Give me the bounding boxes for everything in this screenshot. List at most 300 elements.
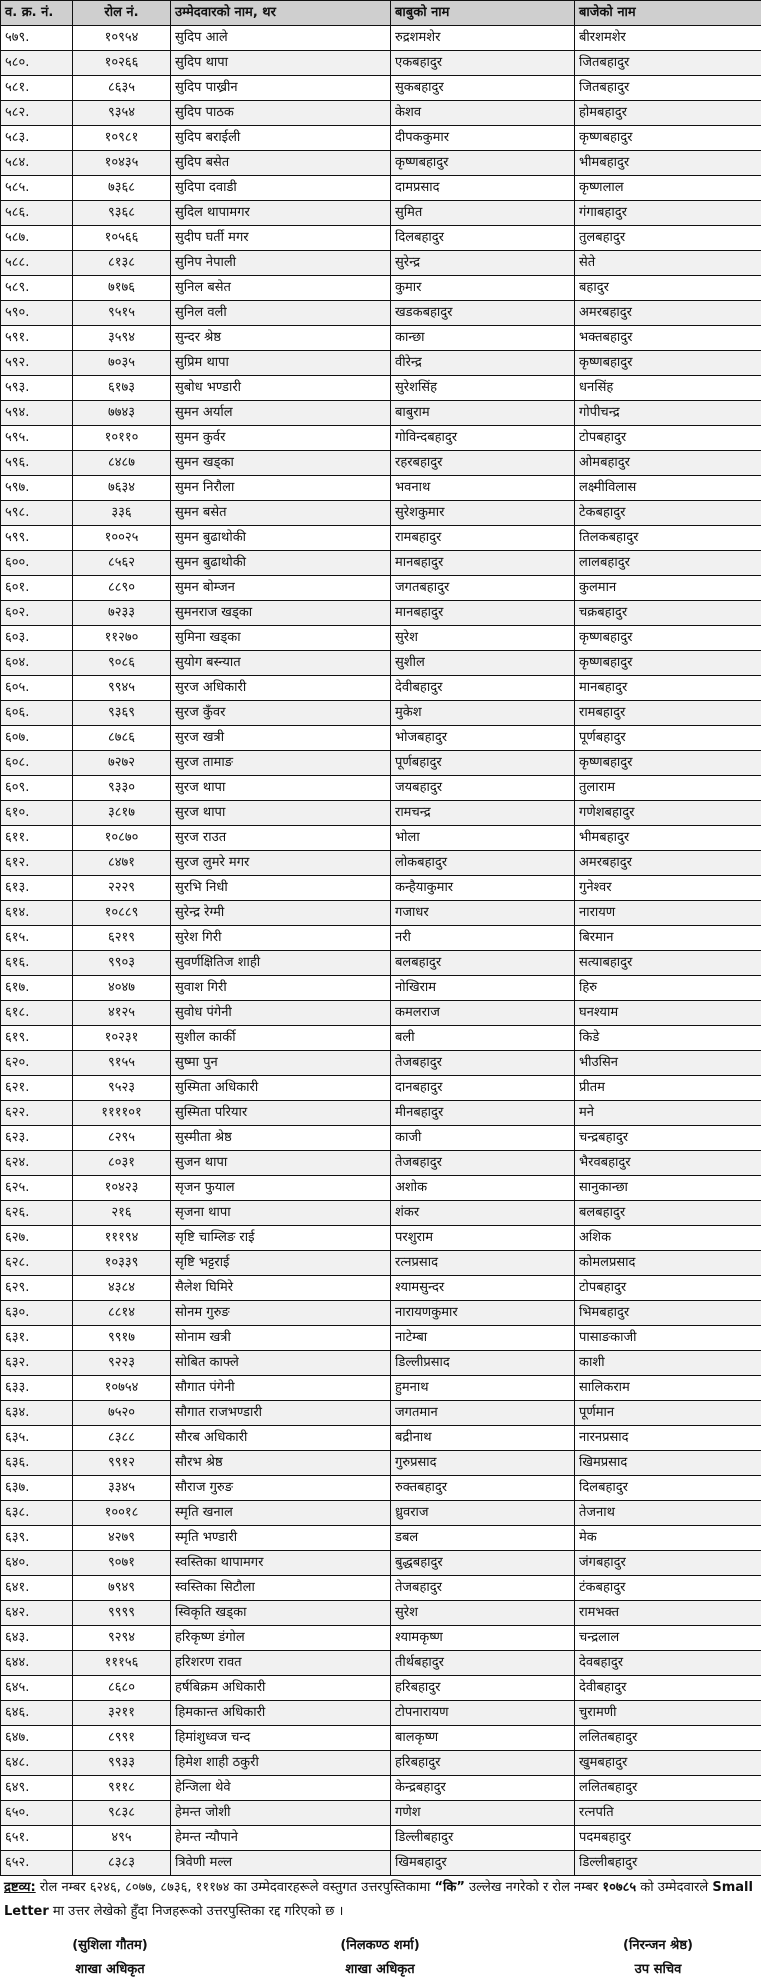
table-row	[1, 776, 761, 801]
grandfather-name: टोपबहादुर	[575, 426, 761, 451]
serial-number: ६०२.	[1, 601, 73, 626]
note-text: मा उत्तर लेखेको हुँदा निजहरूको उत्तरपुस्तिका रद्द गरिएको छ ।	[48, 1904, 344, 1919]
table-row	[1, 601, 761, 626]
roll-number: ८३८३	[73, 1851, 171, 1876]
table-row	[1, 376, 761, 401]
table-row	[1, 151, 761, 176]
serial-number: ६४०.	[1, 1551, 73, 1576]
candidate-name: सृजना थापा	[171, 1201, 391, 1226]
grandfather-name: दिलबहादुर	[575, 1476, 761, 1501]
serial-number: ६४७.	[1, 1726, 73, 1751]
table-body	[1, 26, 761, 1876]
grandfather-name: रत्नपति	[575, 1801, 761, 1826]
candidate-name: सुन्दर श्रेष्ठ	[171, 326, 391, 351]
roll-number: ९९०३	[73, 951, 171, 976]
table-row	[1, 876, 761, 901]
candidate-name: स्विकृति खड्का	[171, 1601, 391, 1626]
candidate-name: सोनाम खत्री	[171, 1326, 391, 1351]
roll-number: ९५२३	[73, 1076, 171, 1101]
table-row	[1, 476, 761, 501]
father-name: कन्हैयाकुमार	[391, 876, 575, 901]
roll-number: ९९३३	[73, 1751, 171, 1776]
grandfather-name: जितबहादुर	[575, 51, 761, 76]
candidate-name: सुदीप घर्ती मगर	[171, 226, 391, 251]
serial-number: ६२४.	[1, 1151, 73, 1176]
table-row	[1, 751, 761, 776]
father-name: दानबहादुर	[391, 1076, 575, 1101]
serial-number: ६२७.	[1, 1226, 73, 1251]
father-name: कृष्णबहादुर	[391, 151, 575, 176]
signature-block	[548, 1934, 761, 1982]
candidate-name: सौगात पंगेनी	[171, 1376, 391, 1401]
serial-number: ६१५.	[1, 926, 73, 951]
serial-number: ६२३.	[1, 1126, 73, 1151]
roll-number: ११११०१	[73, 1101, 171, 1126]
serial-number: ५९७.	[1, 476, 73, 501]
roll-number: ४१२५	[73, 1001, 171, 1026]
grandfather-name: देवबहादुर	[575, 1651, 761, 1676]
signature-block	[270, 1934, 490, 1982]
candidate-name: सुदिप बसेत	[171, 151, 391, 176]
serial-number: ६०६.	[1, 701, 73, 726]
grandfather-name: टेकबहादुर	[575, 501, 761, 526]
father-name: बद्रीनाथ	[391, 1426, 575, 1451]
grandfather-name: अमरबहादुर	[575, 851, 761, 876]
father-name: सुशील	[391, 651, 575, 676]
roll-number: ३८१७	[73, 801, 171, 826]
grandfather-name: खिमप्रसाद	[575, 1451, 761, 1476]
header-roll: रोल नं.	[73, 1, 171, 26]
table-row	[1, 1126, 761, 1151]
table-row	[1, 1551, 761, 1576]
signature-block	[0, 1934, 220, 1982]
serial-number: ५८०.	[1, 51, 73, 76]
serial-number: ६०३.	[1, 626, 73, 651]
table-row	[1, 1626, 761, 1651]
note-paragraph	[4, 1876, 756, 1924]
candidate-name: सुरेश गिरी	[171, 926, 391, 951]
note-small-letter: Small Letter	[4, 1880, 753, 1919]
roll-number: १०११०	[73, 426, 171, 451]
father-name: भोला	[391, 826, 575, 851]
father-name: एकबहादुर	[391, 51, 575, 76]
table-row	[1, 1826, 761, 1851]
father-name: पूर्णबहादुर	[391, 751, 575, 776]
table-row	[1, 1851, 761, 1876]
father-name: नारायणकुमार	[391, 1301, 575, 1326]
table-row	[1, 426, 761, 451]
serial-number: ६३८.	[1, 1501, 73, 1526]
candidate-name: सृष्टि भट्टराई	[171, 1251, 391, 1276]
roll-number: ३३४५	[73, 1476, 171, 1501]
serial-number: ६१६.	[1, 951, 73, 976]
table-row	[1, 26, 761, 51]
table-header-row	[1, 1, 761, 26]
candidate-name: सुरज अधिकारी	[171, 676, 391, 701]
grandfather-name: प्रीतम	[575, 1076, 761, 1101]
father-name: दामप्रसाद	[391, 176, 575, 201]
note-label: द्रष्टव्य:	[4, 1880, 36, 1895]
candidate-name: सोबित काफ्ले	[171, 1351, 391, 1376]
serial-number: ६४४.	[1, 1651, 73, 1676]
candidate-name: हेन्जिला थेवे	[171, 1776, 391, 1801]
serial-number: ५८६.	[1, 201, 73, 226]
table-row	[1, 1101, 761, 1126]
table-row	[1, 51, 761, 76]
serial-number: ६३३.	[1, 1376, 73, 1401]
candidate-name: सौरभ श्रेष्ठ	[171, 1451, 391, 1476]
roll-number: ६२१९	[73, 926, 171, 951]
roll-number: ७०३५	[73, 351, 171, 376]
table-row	[1, 126, 761, 151]
table-row	[1, 1501, 761, 1526]
father-name: दिलबहादुर	[391, 226, 575, 251]
father-name: रामचन्द्र	[391, 801, 575, 826]
candidate-name: सुरज थापा	[171, 776, 391, 801]
grandfather-name: ओमबहादुर	[575, 451, 761, 476]
table-row	[1, 1776, 761, 1801]
candidate-name: सुवोध पंगेनी	[171, 1001, 391, 1026]
table-row	[1, 1151, 761, 1176]
candidate-name: सुदिप बराईली	[171, 126, 391, 151]
signatory-name: (निलकण्ठ शर्मा)	[340, 1938, 420, 1953]
roll-number: ९३५४	[73, 101, 171, 126]
father-name: मानबहादुर	[391, 601, 575, 626]
grandfather-name: कृष्णबहादुर	[575, 351, 761, 376]
grandfather-name: काशी	[575, 1351, 761, 1376]
grandfather-name: मने	[575, 1101, 761, 1126]
signatory-title: उप सचिव	[634, 1962, 682, 1977]
roll-number: १०५६६	[73, 226, 171, 251]
roll-number: १११५६	[73, 1651, 171, 1676]
table-row	[1, 826, 761, 851]
father-name: तेजबहादुर	[391, 1051, 575, 1076]
roll-number: ८१३८	[73, 251, 171, 276]
candidate-name: सुरेन्द्र रेग्मी	[171, 901, 391, 926]
father-name: शंकर	[391, 1201, 575, 1226]
grandfather-name: बिरमान	[575, 926, 761, 951]
father-name: हरिबहादुर	[391, 1751, 575, 1776]
table-row	[1, 626, 761, 651]
roll-number: ८४७१	[73, 851, 171, 876]
roll-number: १००१८	[73, 1501, 171, 1526]
roll-number: ७२३३	[73, 601, 171, 626]
table-row	[1, 301, 761, 326]
grandfather-name: देवीबहादुर	[575, 1676, 761, 1701]
note-text: रोल नम्बर ६२४६, ८०७७, ८७३६, १११७४ का उम्मेदवारहरूले वस्तुगत उत्तरपुस्तिकामा	[35, 1880, 435, 1895]
roll-number: १०२३१	[73, 1026, 171, 1051]
table-row	[1, 1276, 761, 1301]
candidate-name: सुमन बुढाथोकी	[171, 551, 391, 576]
roll-number: ९३६८	[73, 201, 171, 226]
serial-number: ५९६.	[1, 451, 73, 476]
table-row	[1, 276, 761, 301]
table-row	[1, 326, 761, 351]
candidate-name: सुमन कुर्वर	[171, 426, 391, 451]
table-row	[1, 1326, 761, 1351]
grandfather-name: चक्रबहादुर	[575, 601, 761, 626]
grandfather-name: नारनप्रसाद	[575, 1426, 761, 1451]
grandfather-name: कृष्णलाल	[575, 176, 761, 201]
father-name: बुद्धबहादुर	[391, 1551, 575, 1576]
grandfather-name: चन्द्रलाल	[575, 1626, 761, 1651]
father-name: श्यामकृष्ण	[391, 1626, 575, 1651]
serial-number: ६३९.	[1, 1526, 73, 1551]
candidate-name: सौराज गुरुङ	[171, 1476, 391, 1501]
roll-number: १०४३५	[73, 151, 171, 176]
grandfather-name: सालिकराम	[575, 1376, 761, 1401]
table-row	[1, 201, 761, 226]
signatory-title: शाखा अधिकृत	[75, 1962, 145, 1977]
candidate-name: सुरज तामाङ	[171, 751, 391, 776]
father-name: जगतमान	[391, 1401, 575, 1426]
header-grandfather-name: बाजेको नाम	[575, 1, 761, 26]
candidate-name: हर्षबिक्रम अधिकारी	[171, 1676, 391, 1701]
roll-number: १००२५	[73, 526, 171, 551]
serial-number: ६०५.	[1, 676, 73, 701]
father-name: जयबहादुर	[391, 776, 575, 801]
candidate-name: सुमन बुढाथोकी	[171, 526, 391, 551]
table-row	[1, 651, 761, 676]
grandfather-name: मानबहादुर	[575, 676, 761, 701]
grandfather-name: टोपबहादुर	[575, 1276, 761, 1301]
candidate-name: हिमेश शाही ठकुरी	[171, 1751, 391, 1776]
father-name: हरिबहादुर	[391, 1676, 575, 1701]
roll-number: ९१५५	[73, 1051, 171, 1076]
table-row	[1, 1451, 761, 1476]
candidate-name: सुबोध भण्डारी	[171, 376, 391, 401]
grandfather-name: भिमबहादुर	[575, 1301, 761, 1326]
roll-number: १०४२३	[73, 1176, 171, 1201]
grandfather-name: गुनेश्वर	[575, 876, 761, 901]
grandfather-name: भीमबहादुर	[575, 826, 761, 851]
father-name: सुरेश	[391, 626, 575, 651]
table-row	[1, 726, 761, 751]
roll-number: १०७५४	[73, 1376, 171, 1401]
serial-number: ६२१.	[1, 1076, 73, 1101]
roll-number: ८२९५	[73, 1126, 171, 1151]
grandfather-name: भक्तबहादुर	[575, 326, 761, 351]
roll-number: ३३६	[73, 501, 171, 526]
father-name: गजाधर	[391, 901, 575, 926]
roll-number: ९०७१	[73, 1551, 171, 1576]
grandfather-name: खुमबहादुर	[575, 1751, 761, 1776]
note-text: उल्लेख नगरेको र रोल नम्बर	[464, 1880, 603, 1895]
grandfather-name: हिरु	[575, 976, 761, 1001]
father-name: जगतबहादुर	[391, 576, 575, 601]
father-name: केशव	[391, 101, 575, 126]
candidate-name: सुमन खड्का	[171, 451, 391, 476]
candidate-name: सैलेश घिमिरे	[171, 1276, 391, 1301]
serial-number: ६०४.	[1, 651, 73, 676]
roll-number: ८३८८	[73, 1426, 171, 1451]
grandfather-name: गणेशबहादुर	[575, 801, 761, 826]
father-name: कान्छा	[391, 326, 575, 351]
serial-number: ६२५.	[1, 1176, 73, 1201]
grandfather-name: लक्ष्मीविलास	[575, 476, 761, 501]
grandfather-name: ललितबहादुर	[575, 1776, 761, 1801]
father-name: रहरबहादुर	[391, 451, 575, 476]
father-name: ध्रुवराज	[391, 1501, 575, 1526]
roll-number: ९९१२	[73, 1451, 171, 1476]
roll-number: ८९९१	[73, 1726, 171, 1751]
grandfather-name: कृष्णबहादुर	[575, 626, 761, 651]
grandfather-name: पासाङकाजी	[575, 1326, 761, 1351]
serial-number: ५८८.	[1, 251, 73, 276]
roll-number: ३५९४	[73, 326, 171, 351]
candidate-name: सुनिल बसेत	[171, 276, 391, 301]
table-row	[1, 101, 761, 126]
table-row	[1, 1726, 761, 1751]
table-row	[1, 1076, 761, 1101]
table-row	[1, 226, 761, 251]
candidate-name: हिमांशुध्वज चन्द	[171, 1726, 391, 1751]
note-roll-number: १०७८५	[602, 1880, 637, 1895]
grandfather-name: होमबहादुर	[575, 101, 761, 126]
candidate-name: सुदिप पाख्रीन	[171, 76, 391, 101]
candidate-name: सृजन फुयाल	[171, 1176, 391, 1201]
table-row	[1, 1201, 761, 1226]
roll-number: ८६८०	[73, 1676, 171, 1701]
table-row	[1, 676, 761, 701]
roll-number: ९०८६	[73, 651, 171, 676]
grandfather-name: लालबहादुर	[575, 551, 761, 576]
header-father-name: बाबुको नाम	[391, 1, 575, 26]
father-name: सुमित	[391, 201, 575, 226]
candidate-name: त्रिवेणी मल्ल	[171, 1851, 391, 1876]
grandfather-name: भीमबहादुर	[575, 151, 761, 176]
grandfather-name: कृष्णबहादुर	[575, 126, 761, 151]
serial-number: ५८२.	[1, 101, 73, 126]
table-row	[1, 1426, 761, 1451]
roll-number: ९३३०	[73, 776, 171, 801]
candidate-name: सुष्मा पुन	[171, 1051, 391, 1076]
roll-number: ८५६२	[73, 551, 171, 576]
grandfather-name: पदमबहादुर	[575, 1826, 761, 1851]
candidate-name: सुमन अर्याल	[171, 401, 391, 426]
grandfather-name: जितबहादुर	[575, 76, 761, 101]
grandfather-name: पूर्णबहादुर	[575, 726, 761, 751]
serial-number: ६४९.	[1, 1776, 73, 1801]
grandfather-name: भीउसिन	[575, 1051, 761, 1076]
candidate-name: स्मृति खनाल	[171, 1501, 391, 1526]
roll-number: ८७८६	[73, 726, 171, 751]
roll-number: ८८९०	[73, 576, 171, 601]
signatory-title: शाखा अधिकृत	[345, 1962, 415, 1977]
candidate-name: सुमिना खड्का	[171, 626, 391, 651]
father-name: बली	[391, 1026, 575, 1051]
candidate-name: सुरज कुँवर	[171, 701, 391, 726]
grandfather-name: जंगबहादुर	[575, 1551, 761, 1576]
roll-number: १०२६६	[73, 51, 171, 76]
table-row	[1, 401, 761, 426]
table-row	[1, 701, 761, 726]
grandfather-name: बहादुर	[575, 276, 761, 301]
roll-number: ९९९९	[73, 1601, 171, 1626]
roll-number: ९८३८	[73, 1801, 171, 1826]
father-name: खडकबहादुर	[391, 301, 575, 326]
grandfather-name: रामबहादुर	[575, 701, 761, 726]
candidate-name: सुमन निरौला	[171, 476, 391, 501]
signatory-name: (निरन्जन श्रेष्ठ)	[623, 1938, 693, 1953]
table-row	[1, 1676, 761, 1701]
candidate-name: सुदिल थापामगर	[171, 201, 391, 226]
grandfather-name: पूर्णमान	[575, 1401, 761, 1426]
table-row	[1, 1651, 761, 1676]
father-name: नाटेम्बा	[391, 1326, 575, 1351]
header-serial: व. क्र. नं.	[1, 1, 73, 26]
serial-number: ६४५.	[1, 1676, 73, 1701]
table-row	[1, 576, 761, 601]
grandfather-name: कोमलप्रसाद	[575, 1251, 761, 1276]
father-name: हुमनाथ	[391, 1376, 575, 1401]
roll-number: ७७४३	[73, 401, 171, 426]
grandfather-name: ललितबहादुर	[575, 1726, 761, 1751]
grandfather-name: चुरामणी	[575, 1701, 761, 1726]
table-row	[1, 1351, 761, 1376]
father-name: नरी	[391, 926, 575, 951]
serial-number: ६१९.	[1, 1026, 73, 1051]
grandfather-name: अशिक	[575, 1226, 761, 1251]
roll-number: ९२९४	[73, 1626, 171, 1651]
serial-number: ५८७.	[1, 226, 73, 251]
father-name: खिमबहादुर	[391, 1851, 575, 1876]
father-name: रुक्तबहादुर	[391, 1476, 575, 1501]
table-row	[1, 1576, 761, 1601]
roll-number: १०३३९	[73, 1251, 171, 1276]
table-row	[1, 1476, 761, 1501]
serial-number: ५८९.	[1, 276, 73, 301]
serial-number: ६३५.	[1, 1426, 73, 1451]
roll-number: ४२७९	[73, 1526, 171, 1551]
candidate-name: सुस्मिता अधिकारी	[171, 1076, 391, 1101]
father-name: केन्द्रबहादुर	[391, 1776, 575, 1801]
serial-number: ५९५.	[1, 426, 73, 451]
roll-number: ७३६८	[73, 176, 171, 201]
note-text: को उम्मेदवारले	[636, 1880, 713, 1895]
father-name: बलबहादुर	[391, 951, 575, 976]
serial-number: ६०१.	[1, 576, 73, 601]
serial-number: ६१८.	[1, 1001, 73, 1026]
serial-number: ६०८.	[1, 751, 73, 776]
father-name: नोखिराम	[391, 976, 575, 1001]
father-name: अशोक	[391, 1176, 575, 1201]
table-row	[1, 851, 761, 876]
candidate-name: सुरज थापा	[171, 801, 391, 826]
header-candidate-name: उम्मेदवारको नाम, थर	[171, 1, 391, 26]
serial-number: ६४१.	[1, 1576, 73, 1601]
roll-number: ७५२०	[73, 1401, 171, 1426]
grandfather-name: चन्द्रबहादुर	[575, 1126, 761, 1151]
candidate-name: सुनिप नेपाली	[171, 251, 391, 276]
serial-number: ६२२.	[1, 1101, 73, 1126]
serial-number: ५८४.	[1, 151, 73, 176]
table-row	[1, 501, 761, 526]
table-row	[1, 801, 761, 826]
candidate-name: सुदिप थापा	[171, 51, 391, 76]
candidate-name: सुस्मीता श्रेष्ठ	[171, 1126, 391, 1151]
table-row	[1, 1026, 761, 1051]
table-row	[1, 1051, 761, 1076]
table-row	[1, 176, 761, 201]
serial-number: ६०७.	[1, 726, 73, 751]
serial-number: ५८१.	[1, 76, 73, 101]
serial-number: ६१७.	[1, 976, 73, 1001]
father-name: डिल्लीप्रसाद	[391, 1351, 575, 1376]
roll-number: १०८७०	[73, 826, 171, 851]
serial-number: ६०९.	[1, 776, 73, 801]
father-name: वीरेन्द्र	[391, 351, 575, 376]
